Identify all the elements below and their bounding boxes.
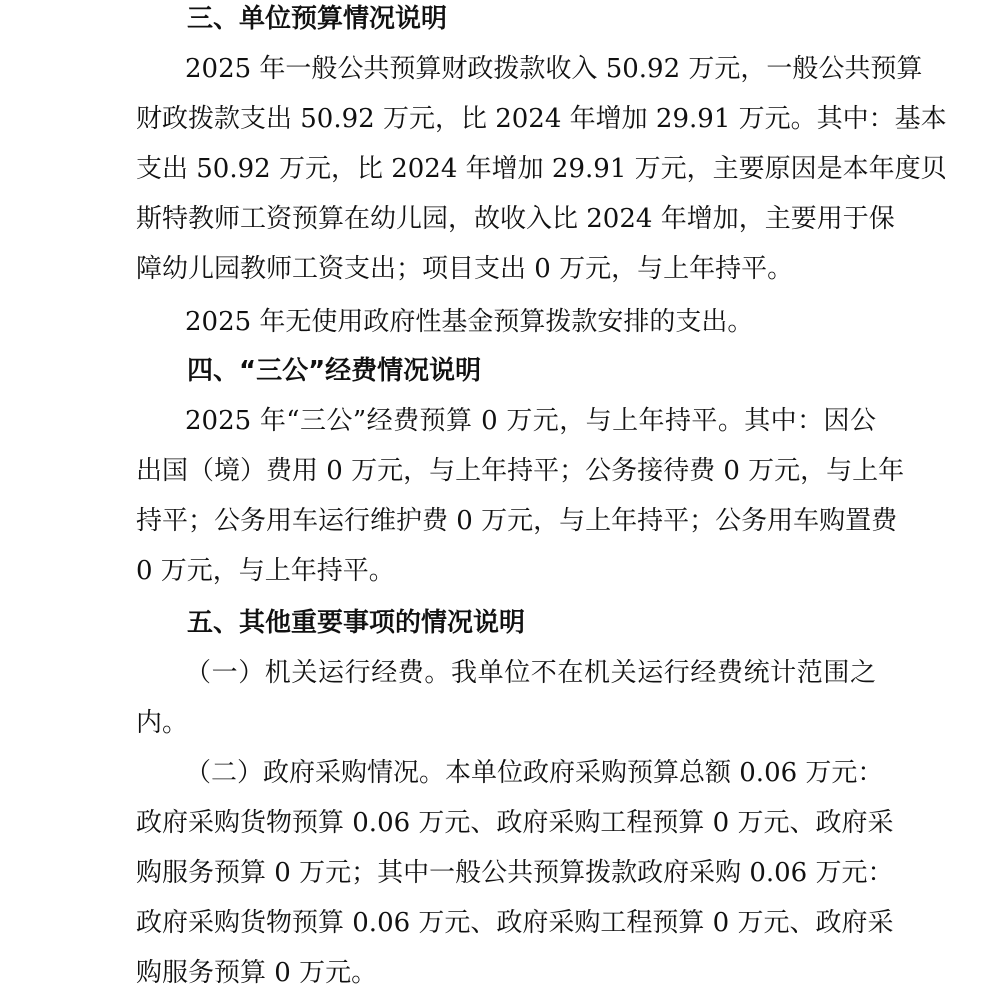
paragraph-line: [0, 648, 1000, 698]
section-heading-three-public-expenses: [0, 346, 1000, 396]
line-text: 2025 年无使用政府性基金预算拨款安排的支出。: [185, 307, 754, 337]
heading-text: 三、单位预算情况说明: [187, 4, 448, 34]
paragraph-line: [0, 144, 1000, 194]
line-text: 购服务预算 0 万元。: [136, 958, 378, 988]
heading-text: 五、其他重要事项的情况说明: [187, 608, 526, 638]
line-text: 0 万元，与上年持平。: [136, 556, 395, 586]
paragraph-line: [0, 748, 1000, 798]
line-text: 2025 年“三公”经费预算 0 万元，与上年持平。其中：因公: [185, 406, 876, 436]
line-text: 支出 50.92 万元，比 2024 年增加 29.91 万元，主要原因是本年度贝: [136, 154, 947, 184]
paragraph-line: [0, 396, 1000, 446]
line-text: 内。: [136, 708, 189, 738]
heading-text: 四、“三公”经费情况说明: [187, 356, 482, 386]
line-text: （二）政府采购情况。本单位政府采购预算总额 0.06 万元：: [185, 758, 884, 788]
line-text: 斯特教师工资预算在幼儿园，故收入比 2024 年增加，主要用于保: [136, 204, 895, 234]
paragraph-line: [0, 546, 1000, 596]
paragraph-line: [0, 898, 1000, 948]
line-text: 购服务预算 0 万元；其中一般公共预算拨款政府采购 0.06 万元：: [136, 858, 894, 888]
paragraph-line: [0, 496, 1000, 546]
line-text: 政府采购货物预算 0.06 万元、政府采购工程预算 0 万元、政府采: [136, 908, 894, 938]
line-text: 持平；公务用车运行维护费 0 万元，与上年持平；公务用车购置费: [136, 506, 898, 536]
line-text: 障幼儿园教师工资支出；项目支出 0 万元，与上年持平。: [136, 254, 794, 284]
paragraph-line: [0, 194, 1000, 244]
line-text: 财政拨款支出 50.92 万元，比 2024 年增加 29.91 万元。其中：基本: [136, 104, 947, 134]
paragraph-line: [0, 244, 1000, 294]
line-text: 出国（境）费用 0 万元，与上年持平；公务接待费 0 万元，与上年: [136, 456, 905, 486]
paragraph-line: [0, 94, 1000, 144]
paragraph-line: [0, 948, 1000, 998]
paragraph-line: [0, 848, 1000, 898]
line-text: 政府采购货物预算 0.06 万元、政府采购工程预算 0 万元、政府采: [136, 808, 894, 838]
line-text: 2025 年一般公共预算财政拨款收入 50.92 万元，一般公共预算: [185, 54, 923, 84]
line-text: （一）机关运行经费。我单位不在机关运行经费统计范围之: [185, 658, 876, 688]
paragraph-line: [0, 446, 1000, 496]
paragraph-line: [0, 798, 1000, 848]
paragraph-line: [0, 698, 1000, 748]
section-heading-other-matters: [0, 598, 1000, 648]
section-heading-budget: [0, 0, 1000, 44]
paragraph-line: [0, 297, 1000, 347]
paragraph-line: [0, 44, 1000, 94]
